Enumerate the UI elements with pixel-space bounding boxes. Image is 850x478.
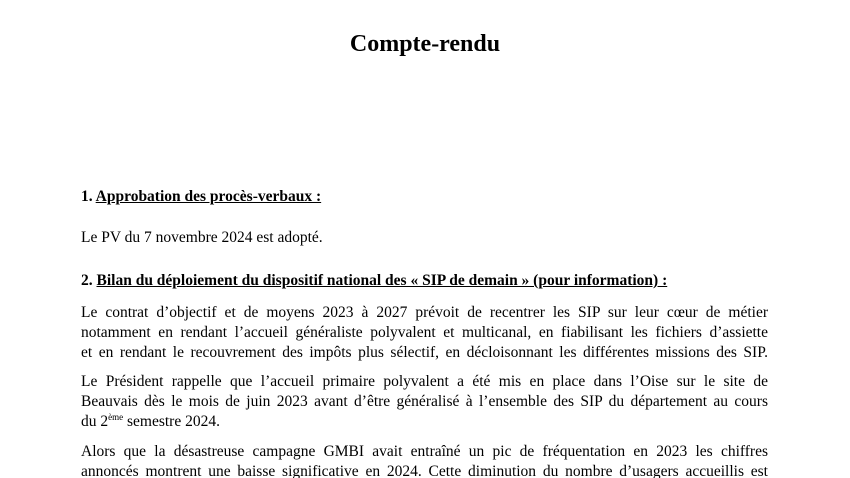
section-heading-sip-de-demain — [81, 272, 781, 290]
text-line: Le PV du 7 novembre 2024 est adopté. — [81, 229, 323, 246]
superscript-ordinal: ème — [108, 412, 124, 422]
text-fragment: du 2 — [81, 413, 109, 430]
text-fragment: semestre 2024. — [123, 413, 220, 430]
paragraph-pv-adopted — [81, 228, 768, 248]
section-title: Approbation des procès-verbaux : — [95, 188, 322, 205]
text-line: Beauvais dès le mois de juin 2023 avant d’être généralisé à l’ensemble des SIP du département au cours — [81, 393, 768, 410]
paragraph-campagne-gmbi — [81, 442, 768, 478]
text-line: Alors que la désastreuse campagne GMBI avait entraîné un pic de fréquentation en 2023 les chiffres — [81, 443, 768, 460]
text-line: Le contrat d’objectif et de moyens 2023 à 2027 prévoit de recentrer les SIP sur leur cœur de métier — [81, 304, 768, 321]
section-heading-approbation — [81, 188, 781, 206]
text-line: annoncés montrent une baisse significative en 2024. Cette diminution du nombre d’usagers accueillis est — [81, 463, 768, 478]
section-number: 2. — [81, 272, 93, 289]
text-line-semestre — [81, 412, 768, 432]
document-title: Compte-rendu — [349, 31, 501, 57]
section-title: Bilan du déploiement du dispositif national des « SIP de demain » (pour information) : — [96, 272, 668, 289]
paragraph-accueil-primaire — [81, 372, 768, 432]
text-line: Le Président rappelle que l’accueil primaire polyvalent a été mis en place dans l’Oise sur le site de — [81, 373, 768, 390]
section-number: 1. — [81, 188, 93, 205]
text-line: notamment en rendant l’accueil généraliste polyvalent et multicanal, en fiabilisant les fichiers d’assiette — [81, 324, 768, 341]
text-line: et en rendant le recouvrement des impôts plus sélectif, en décloisonnant les différentes missions des SIP. — [81, 344, 768, 361]
paragraph-contrat-objectif — [81, 303, 768, 363]
